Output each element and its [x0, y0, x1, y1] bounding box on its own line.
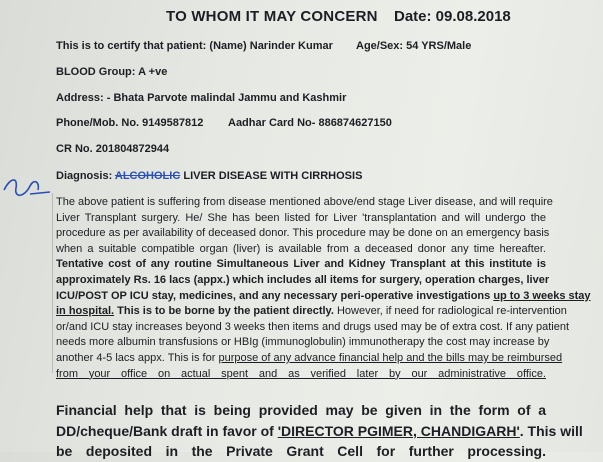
certify-line: This is to certify that patient: (Name) Narinder Kumar	[56, 40, 333, 52]
cr-number: CR No. 201804872944	[56, 143, 170, 155]
margin-line	[52, 193, 53, 373]
body-line: The above patient is suffering from disease mentioned above/end stage Liver disease, and will require	[56, 196, 553, 208]
age-sex: Age/Sex: 54 YRS/Male	[356, 40, 472, 52]
financial-line: be deposited in the Private Grant Cell for further processing.	[56, 443, 546, 459]
phone-number: Phone/Mob. No. 9149587812	[56, 117, 204, 129]
handwritten-mark-icon	[0, 168, 60, 208]
body-line: Tentative cost of any routine Simultaneous Liver and Kidney Transplant at this institute is	[56, 258, 546, 271]
diagnosis-struck-word: ALCOHOLIC	[114, 170, 181, 182]
body-paragraph	[56, 195, 591, 382]
body-line: another 4-5 lacs appx. This is for purpose of any advance financial help and the bills may be reimbursed	[56, 351, 563, 364]
diagnosis-label: Diagnosis:	[56, 170, 113, 182]
body-line: approximately Rs. 16 lacs (appx.) which includes all items for surgery, operation charges, liver	[56, 273, 550, 286]
financial-line: Financial help that is being provided may be given in the form of a	[56, 402, 546, 418]
address: Address: - Bhata Parvote malindal Jammu and Kashmir	[56, 92, 347, 104]
diagnosis	[56, 170, 362, 182]
financial-help-paragraph	[56, 400, 583, 462]
body-line: in hospital. This is to be borne by the patient directly. However, if need for radiological re-intervention	[56, 305, 567, 318]
body-line: needs more albumin transfusions or HBIg (immunoglobulin) immunotherapy the cost may increase by	[56, 336, 550, 349]
body-line: ICU/POST OP ICU stay, medicines, and any necessary peri-operative investigations up to 3 weeks stay	[56, 289, 591, 302]
body-line: when a suitable compatible organ (liver) is available from a deceased donor any time hereafter.	[56, 242, 546, 255]
financial-line: DD/cheque/Bank draft in favor of 'DIRECTOR PGIMER, CHANDIGARH'. This will	[56, 422, 583, 439]
body-line: from your office on actual spent and as verified later by our administrative office.	[56, 367, 546, 380]
diagnosis-text: LIVER DISEASE WITH CIRRHOSIS	[183, 170, 363, 182]
blood-group: BLOOD Group: A +ve	[56, 66, 168, 78]
page-title: TO WHOM IT MAY CONCERN	[166, 8, 378, 25]
body-line: Liver Transplant surgery. He/ She has been listed for Liver 'transplantation and will undergo the	[56, 211, 546, 224]
body-line: procedure as per availability of deceased donor. This procedure may be done on an emergency basis	[56, 227, 550, 240]
aadhar-number: Aadhar Card No- 886874627150	[228, 117, 392, 129]
body-line: or/and ICU stay increases beyond 3 weeks then items and drugs used may be of extra cost. If any patient	[56, 320, 569, 333]
document-date: Date: 09.08.2018	[394, 8, 511, 25]
